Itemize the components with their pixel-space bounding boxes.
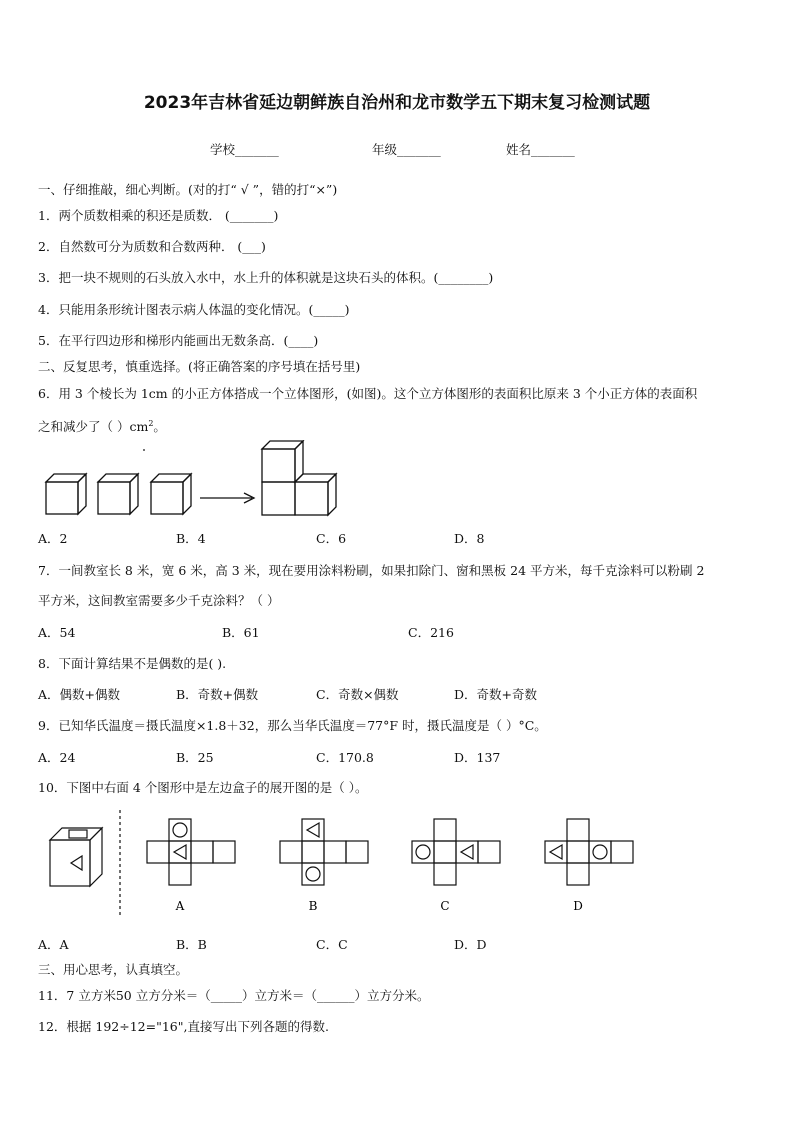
unit-superscript: 2 [148, 419, 154, 428]
question-7-line1: 7．一间教室长 8 米，宽 6 米，高 3 米，现在要用涂料粉刷，如果扣除门、窗和黑板 24 平方米，每千克涂料可以粉刷 2 [38, 563, 705, 578]
q7-option-c[interactable]: C．216 [408, 625, 454, 640]
q10-option-a[interactable]: A．A [38, 937, 69, 952]
arrow-icon [200, 493, 254, 503]
net-a [147, 819, 235, 885]
q6-option-a[interactable]: A．2 [38, 531, 68, 546]
circle-icon [306, 867, 320, 881]
question-6-text: 之和减少了（ ）cm [38, 419, 149, 435]
q10-option-b[interactable]: B．B [176, 937, 207, 952]
question-3: 3．把一块不规则的石头放入水中，水上升的体积就是这块石头的体积。(________) [38, 270, 494, 285]
net-c [412, 819, 500, 885]
q10-option-d[interactable]: D．D [454, 937, 487, 952]
q8-option-d[interactable]: D．奇数+奇数 [454, 687, 537, 702]
question-2: 2．自然数可分为质数和合数两种． (___) [38, 239, 266, 254]
circle-icon [173, 823, 187, 837]
section3-heading: 三、用心思考，认真填空。 [38, 962, 189, 977]
question-5: 5．在平行四边形和梯形内能画出无数条高．(____) [38, 333, 319, 348]
net-d [545, 819, 633, 885]
q6-option-d[interactable]: D．8 [454, 531, 485, 546]
net-label-a: A [175, 899, 185, 913]
q10-nets-figure [40, 806, 640, 920]
triangle-icon [174, 845, 186, 859]
triangle-icon [461, 845, 473, 859]
section1-heading: 一、仔细推敲，细心判断。(对的打“ √ ”，错的打“×”) [38, 182, 338, 197]
question-6-line2 [38, 416, 166, 435]
triangle-icon [307, 823, 319, 837]
q10-option-c[interactable]: C．C [316, 937, 348, 952]
q6-option-b[interactable]: B．4 [176, 531, 206, 546]
net-label-b: B [308, 899, 318, 913]
grade-field[interactable]: 年级_______ [372, 142, 441, 157]
q6-option-c[interactable]: C．6 [316, 531, 347, 546]
q8-option-a[interactable]: A．偶数+偶数 [38, 687, 121, 702]
cube-icon [151, 474, 191, 514]
question-6-end: 。 [153, 419, 166, 435]
question-9: 9．已知华氏温度＝摄氏温度×1.8＋32，那么当华氏温度＝77°F 时，摄氏温度是（ ）°C。 [38, 718, 547, 733]
school-field[interactable]: 学校_______ [210, 142, 279, 157]
triangle-icon [550, 845, 562, 859]
q9-option-c[interactable]: C．170.8 [316, 750, 374, 765]
q8-option-c[interactable]: C．奇数×偶数 [316, 687, 399, 702]
cube-icon [46, 474, 86, 514]
question-6-line1: 6．用 3 个棱长为 1cm 的小正方体搭成一个立体图形，(如图)。这个立方体图形的表面积比原来 3 个小正方体的表面积 [38, 386, 698, 401]
question-11: 11．7 立方米50 立方分米＝（_____）立方米＝（______）立方分米。 [38, 988, 430, 1003]
page-title: 2023年吉林省延边朝鲜族自治州和龙市数学五下期末复习检测试题 [143, 93, 651, 113]
question-8: 8．下面计算结果不是偶数的是( ). [38, 656, 227, 671]
q7-option-b[interactable]: B．61 [222, 625, 260, 640]
section2-heading: 二、反复思考，慎重选择。(将正确答案的序号填在括号里) [38, 359, 361, 374]
circle-icon [593, 845, 607, 859]
combined-cubes-icon [262, 441, 336, 515]
q8-option-b[interactable]: B．奇数+偶数 [176, 687, 259, 702]
question-7-line2: 平方米，这间教室需要多少千克涂料？（ ） [38, 593, 280, 608]
question-1: 1．两个质数相乘的积还是质数． (_______) [38, 208, 279, 223]
box-icon [50, 828, 102, 886]
q7-option-a[interactable]: A．54 [38, 625, 76, 640]
question-12: 12．根据 192÷12="16",直接写出下列各题的得数. [38, 1019, 329, 1034]
name-field[interactable]: 姓名_______ [506, 142, 575, 157]
circle-icon [416, 845, 430, 859]
q9-option-b[interactable]: B．25 [176, 750, 214, 765]
net-label-d: D [573, 899, 583, 913]
q9-option-a[interactable]: A．24 [38, 750, 76, 765]
q6-cubes-figure [40, 440, 350, 520]
question-4: 4．只能用条形统计图表示病人体温的变化情况。(_____) [38, 302, 350, 317]
net-b [280, 819, 368, 885]
cube-icon [98, 474, 138, 514]
net-label-c: C [440, 899, 450, 913]
question-10: 10．下图中右面 4 个图形中是左边盒子的展开图的是（ ）。 [38, 780, 368, 795]
q9-option-d[interactable]: D．137 [454, 750, 501, 765]
